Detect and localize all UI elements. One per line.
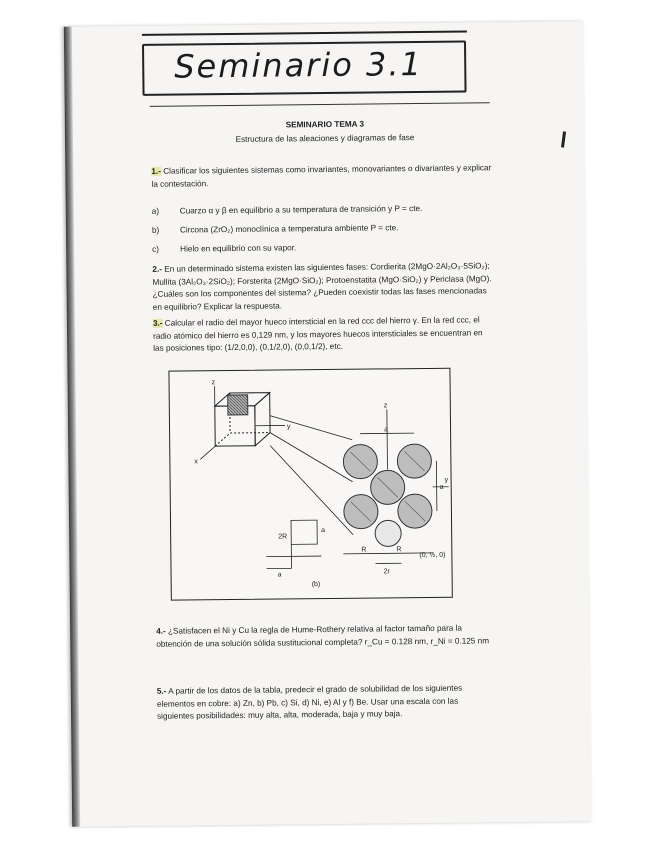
binder-edge	[64, 27, 80, 827]
dim-a-side	[436, 461, 437, 511]
question-4-text: ¿Satisfacen el Ni y Cu la regla de Hume-Rothery relativa al factor tamaño para la obtención de una solución sólida sustitucional completa? r_Cu = 0.128 nm, r_Ni = 0.125 nm	[156, 623, 490, 649]
question-3-text: Calcular el radio del mayor hueco intersticial en la red ccc del hierro γ. En la red ccc, el radio atómico del hierro es 0,129 nm, y los mayores huecos intersticiales se encuentran en las posiciones tipo: (1/2,0,0), (0,1/2,0), (0,0,1/2), etc.	[153, 315, 483, 353]
cube-x-axis	[200, 446, 215, 459]
label-2R: 2R	[278, 533, 288, 541]
label-a-top: a	[384, 426, 389, 434]
question-3	[153, 314, 493, 355]
question-5-number: 5.-	[156, 686, 167, 696]
document-title: SEMINARIO TEMA 3	[285, 119, 365, 130]
label-R2: R	[396, 546, 402, 554]
question-5-text: A partir de los datos de la tabla, predecir el grado de solubilidad de los siguientes elementos en cobre: a) Zn, b) Pb, c) Si, d) Ni, e) Al y f) Be. Usar una escala con las siguientes posibilidades: muy alta, alta, moderada, baja y muy baja.	[156, 683, 463, 721]
label-a-small: a	[321, 527, 326, 535]
label-a-bottom: a	[277, 571, 282, 579]
question-2-number: 2.-	[152, 264, 162, 274]
question-4	[156, 622, 496, 651]
handwritten-underline	[150, 102, 490, 107]
label-a-side: a	[439, 483, 444, 491]
label-z1: z	[211, 379, 216, 387]
connector-line-3	[270, 445, 353, 536]
label-y2: y	[444, 476, 449, 484]
label-2r: 2r	[383, 568, 390, 576]
figure-box	[168, 368, 452, 601]
question-5	[157, 682, 497, 723]
document-subtitle: Estructura de las aleaciones y diagramas de fase	[235, 133, 415, 144]
label-y1: y	[286, 423, 291, 431]
interstitial-hole	[375, 520, 401, 546]
connector-line-2	[270, 432, 353, 483]
question-2-text: En un determinado sistema existen las siguientes fases: Cordierita (2MgO·2Al₂O₃·5SiO₂); Mullita (3Al₂O₃·2SiO₂); Forsterita (2MgO·SiO₂); Protoenstatita (MgO·SiO₂) y Periclasa (MgO). ¿Cuáles son los componentes del sistema? ¿Pueden coexistir todas las fases mencionadas en equilibrio? Explicar la respuesta.	[152, 261, 492, 312]
label-x1: x	[194, 458, 198, 466]
question-1-item-b: b) Circona (ZrO₂) monoclínica a temperatura ambiente P = cte.	[151, 223, 399, 235]
handwritten-title: Seminario 3.1	[174, 44, 424, 86]
connector-line-1	[270, 415, 352, 441]
small-face-diagram	[266, 520, 321, 569]
label-coord: (0, ½, 0)	[419, 551, 446, 560]
hatched-cell	[228, 395, 248, 415]
question-1-number: 1.-	[151, 166, 161, 176]
panel-label: (b)	[311, 581, 321, 589]
z-axis-2	[387, 409, 388, 469]
question-2	[152, 260, 493, 314]
label-R1: R	[361, 546, 367, 554]
label-z2: z	[383, 402, 388, 410]
fcc-interstitial-figure	[169, 369, 451, 600]
question-4-number: 4.-	[156, 626, 166, 636]
question-3-number: 3.-	[152, 318, 163, 328]
question-1-text: Clasificar los siguientes sistemas como invariantes, monovariantes o divariantes y explicar la contestación.	[151, 163, 492, 189]
document-page	[64, 21, 592, 826]
question-1	[151, 162, 491, 191]
question-1-item-c: c) Hielo en equilibrio con su vapor.	[152, 243, 297, 254]
question-1-item-a: a) Cuarzo α y β en equilibrio a su temperatura de transición y P = cte.	[151, 204, 423, 216]
